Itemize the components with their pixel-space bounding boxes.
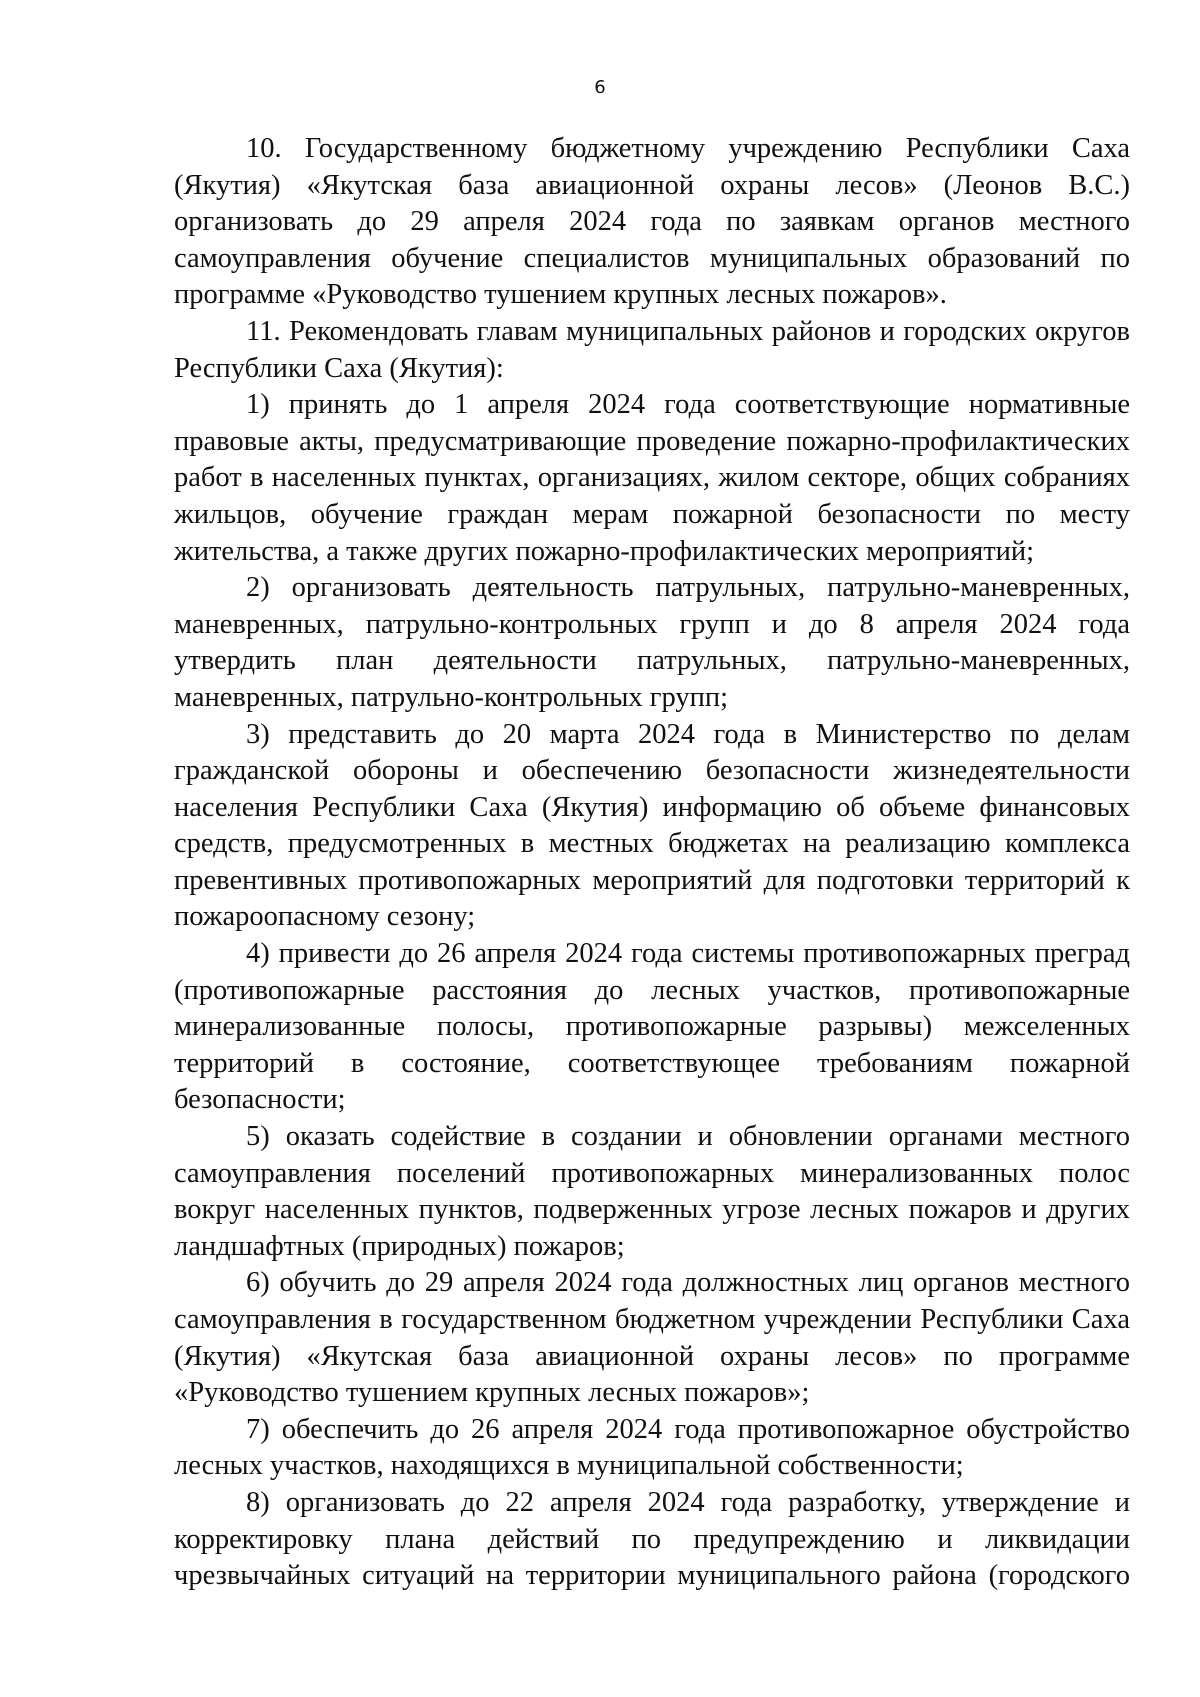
list-item-4: 4) привести до 26 апреля 2024 года системы противопожарных преград (противопожарные расстояния до лесных участков, противопожарные минерализованные полосы, противопожарные разрывы) межселенных территорий в состояние, соответствующее требованиям пожарной безопасности;: [174, 938, 1130, 1116]
paragraph-11: 11. Рекомендовать главам муниципальных районов и городских округов Республики Саха (Якутия):: [174, 315, 1130, 384]
list-item-3: 3) представить до 20 марта 2024 года в Министерство по делам гражданской обороны и обеспечению безопасности жизнедеятельности населения Республики Саха (Якутия) информацию об объеме финансовых средств, предусмотренных в местных бюджетах на реализацию комплекса превентивных противопожарных мероприятий для подготовки территорий к пожароопасному сезону;: [174, 718, 1130, 933]
list-item-6: 6) обучить до 29 апреля 2024 года должностных лиц органов местного самоуправления в государственном бюджетном учреждении Республики Саха (Якутия) «Якутская база авиационной охраны лесов» по программе «Руководство тушением крупных лесных пожаров»;: [174, 1267, 1130, 1409]
list-item-8: 8) организовать до 22 апреля 2024 года разработку, утверждение и корректировку плана действий по предупреждению и ликвидации чрезвычайных ситуаций на территории муниципального района (городского: [174, 1486, 1130, 1592]
list-item-5: 5) оказать содействие в создании и обновлении органами местного самоуправления поселений противопожарных минерализованных полос вокруг населенных пунктов, подверженных угрозе лесных пожаров и других ландшафтных (природных) пожаров;: [174, 1121, 1130, 1262]
list-item-1: 1) принять до 1 апреля 2024 года соответствующие нормативные правовые акты, предусматривающие проведение пожарно-профилактических работ в населенных пунктах, организациях, жилом секторе, общих собраниях жильцов, обучение граждан мерам пожарной безопасности по месту жительства, а также других пожарно-профилактических мероприятий;: [174, 389, 1130, 567]
document-body: [174, 131, 1130, 1595]
list-item-7: 7) обеспечить до 26 апреля 2024 года противопожарное обустройство лесных участков, находящихся в муниципальной собственности;: [174, 1413, 1130, 1482]
paragraph-10: 10. Государственному бюджетному учреждению Республики Саха (Якутия) «Якутская база авиационной охраны лесов» (Леонов В.С.) организовать до 29 апреля 2024 года по заявкам органов местного самоуправления обучение специалистов муниципальных образований по программе «Руководство тушением крупных лесных пожаров».: [174, 133, 1130, 311]
page-number: 6: [594, 77, 606, 98]
list-item-2: 2) организовать деятельность патрульных, патрульно-маневренных, маневренных, патрульно-контрольных групп и до 8 апреля 2024 года утвердить план деятельности патрульных, патрульно-маневренных, маневренных, патрульно-контрольных групп;: [174, 572, 1130, 713]
